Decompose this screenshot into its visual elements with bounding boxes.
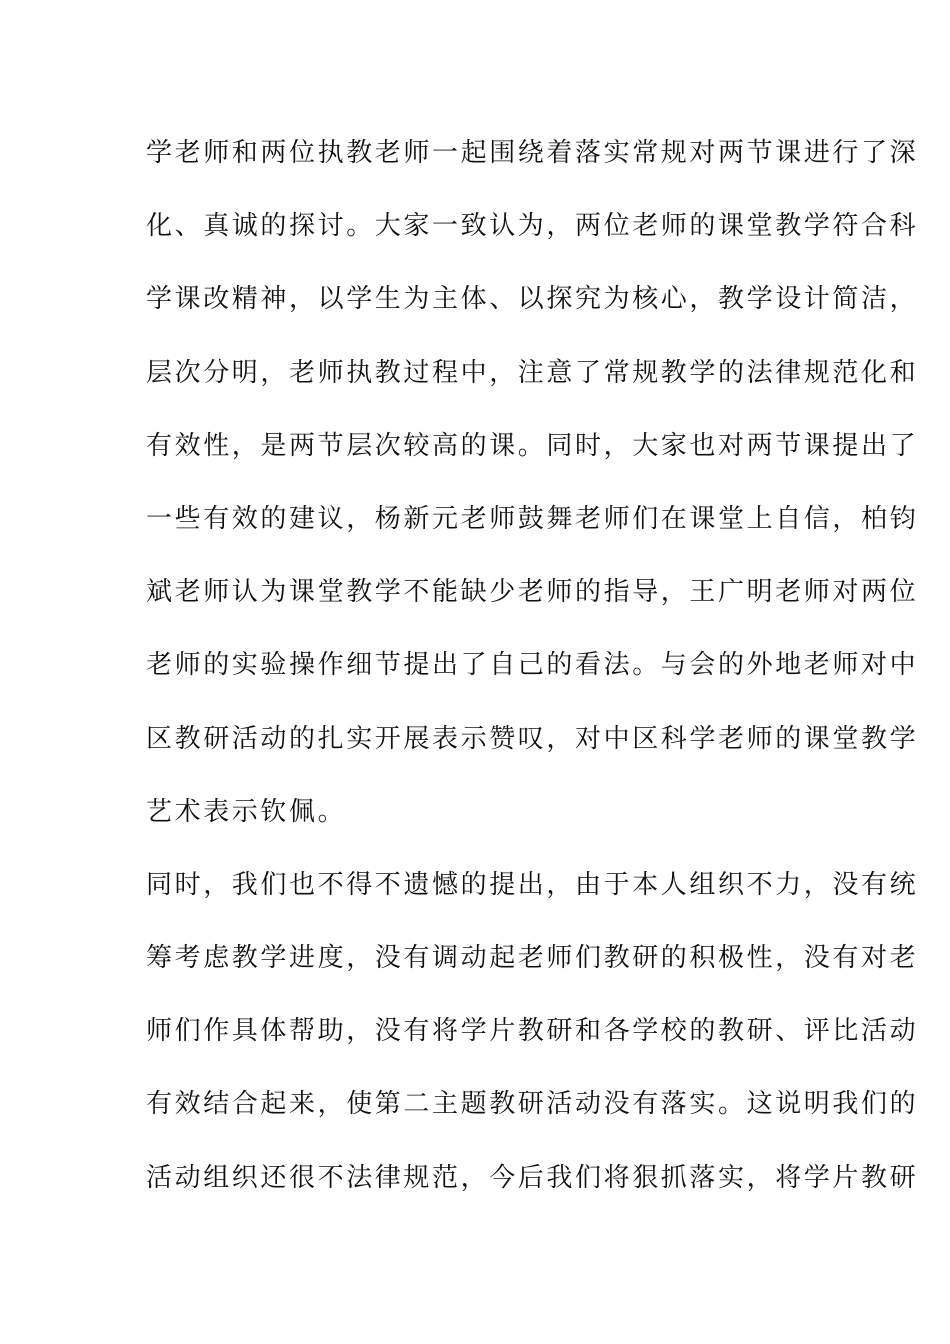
text-line: 学课改精神，以学生为主体、以探究为核心，教学设计简洁， bbox=[146, 284, 919, 315]
text-line: 区教研活动的扎实开展表示赞叹，对中区科学老师的课堂教学 bbox=[146, 723, 919, 754]
text-line: 一些有效的建议，杨新元老师鼓舞老师们在课堂上自信，柏钧 bbox=[146, 503, 919, 534]
text-line: 师们作具体帮助，没有将学片教研和各学校的教研、评比活动 bbox=[146, 1016, 919, 1047]
text-line: 活动组织还很不法律规范，今后我们将狠抓落实，将学片教研 bbox=[146, 1162, 919, 1193]
text-line: 有效结合起来，使第二主题教研活动没有落实。这说明我们的 bbox=[146, 1089, 919, 1120]
text-line: 化、真诚的探讨。大家一致认为，两位老师的课堂教学符合科 bbox=[146, 211, 919, 242]
text-line: 层次分明，老师执教过程中，注意了常规教学的法律规范化和 bbox=[146, 357, 919, 388]
text-line: 老师的实验操作细节提出了自己的看法。与会的外地老师对中 bbox=[146, 650, 919, 681]
text-line: 同时，我们也不得不遗憾的提出，由于本人组织不力，没有统 bbox=[146, 869, 919, 900]
text-line: 筹考虑教学进度，没有调动起老师们教研的积极性，没有对老 bbox=[146, 943, 919, 974]
text-line: 斌老师认为课堂教学不能缺少老师的指导，王广明老师对两位 bbox=[146, 577, 919, 608]
text-line: 有效性，是两节层次较高的课。同时，大家也对两节课提出了 bbox=[146, 430, 919, 461]
text-line: 艺术表示钦佩。 bbox=[146, 796, 347, 827]
body-text bbox=[146, 128, 919, 1226]
text-line: 学老师和两位执教老师一起围绕着落实常规对两节课进行了深 bbox=[146, 138, 919, 168]
